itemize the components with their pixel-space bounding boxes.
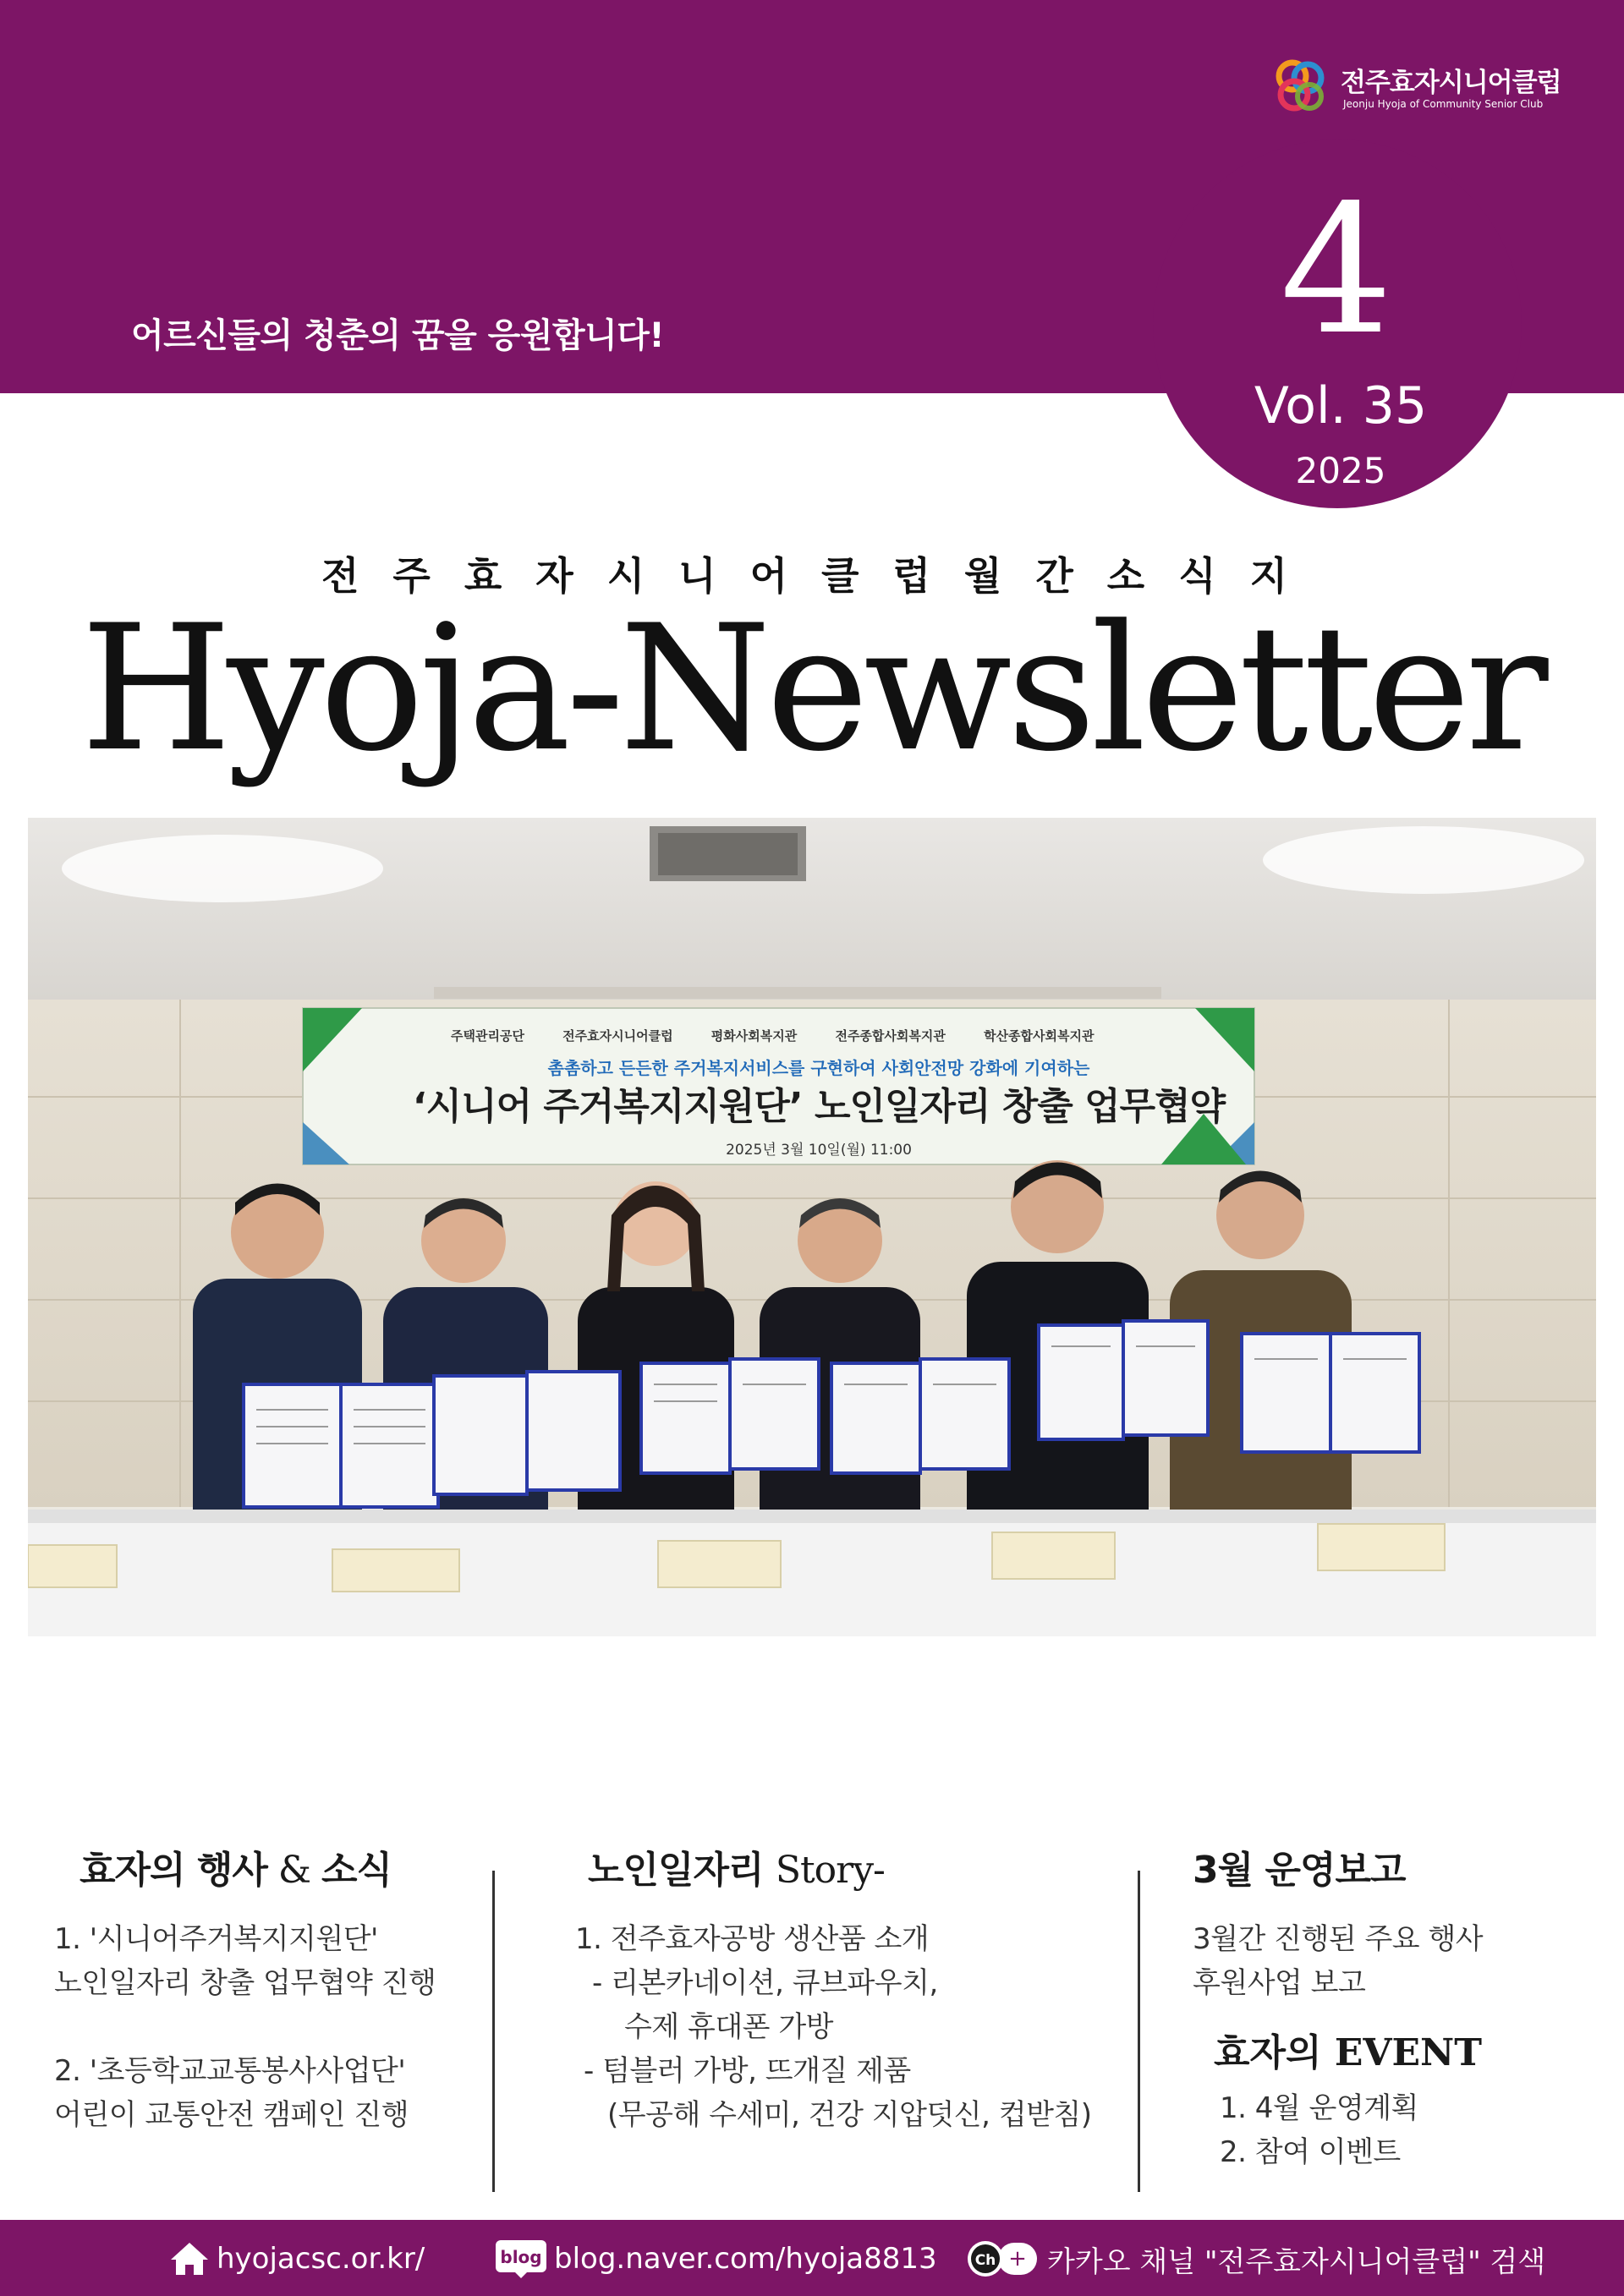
- story-line: 1. 전주효자공방 생산품 소개: [575, 1922, 930, 1956]
- event-list: [1193, 2086, 1599, 2174]
- banner-logos-text: 주택관리공단 전주효자시니어클럽 평화사회복지관 전주종합사회복지관 학산종합사회복지관: [451, 1028, 1095, 1044]
- masthead-kicker: 전주효자시니어클럽월간소식지: [321, 553, 1322, 599]
- issue-volume: Vol. 35: [1254, 376, 1428, 436]
- masthead-title: Hyoja-Newsletter: [80, 589, 1544, 790]
- kakao-badge-text: Ch: [974, 2252, 996, 2269]
- banner-subtitle: 촘촘하고 든든한 주거복지서비스를 구현하여 사회안전망 강화에 기여하는: [547, 1058, 1090, 1078]
- website-link[interactable]: [169, 2240, 425, 2277]
- issue-year: 2025: [1295, 450, 1386, 491]
- report-line: 3월간 진행된 주요 행사: [1193, 1922, 1484, 1956]
- news-column-title: 효자의 행사 & 소식: [80, 1849, 392, 1892]
- slogan: 어르신들의 청춘의 꿈을 응원합니다!: [131, 316, 665, 355]
- blog-icon: [495, 2239, 547, 2278]
- report-column-title: 3월 운영보고: [1193, 1849, 1406, 1892]
- event-item: 1. 4월 운영계획: [1220, 2091, 1418, 2125]
- news-column: [54, 1839, 494, 2137]
- news-item-2-line-2: 어린이 교통안전 캠페인 진행: [54, 2098, 409, 2132]
- column-divider: [492, 1871, 495, 2192]
- kakao-channel-icon: [966, 2239, 1040, 2278]
- news-item-1-line-1: 1. '시니어주거복지지원단': [54, 1922, 378, 1956]
- banner-date: 2025년 3월 10일(월) 11:00: [726, 1142, 912, 1159]
- story-line: - 리본카네이션, 큐브파우치,: [592, 1966, 938, 2000]
- logo-subtitle: Jeonju Hyoja of Community Senior Club: [1343, 98, 1544, 110]
- event-item: 2. 참여 이벤트: [1220, 2135, 1401, 2169]
- group-photo-illustration: [28, 818, 1596, 1636]
- kakao-text: 카카오 채널 "전주효자시니어클럽" 검색: [1047, 2244, 1546, 2279]
- news-item-1-line-2: 노인일자리 창출 업무협약 진행: [54, 1966, 436, 2000]
- kakao-channel-link[interactable]: [966, 2240, 1545, 2277]
- event-title: 효자의 EVENT: [1214, 2031, 1483, 2074]
- website-text: hyojacsc.or.kr/: [217, 2242, 425, 2276]
- blog-text: blog.naver.com/hyoja8813: [554, 2242, 937, 2276]
- column-divider: [1138, 1871, 1140, 2192]
- blog-badge-text: blog: [500, 2247, 542, 2267]
- footer: [0, 2220, 1624, 2296]
- home-icon: [169, 2241, 210, 2277]
- logo-name: 전주효자시니어클럽: [1341, 68, 1561, 98]
- report-column: [1193, 1839, 1599, 2174]
- svg-text:+: +: [1008, 2246, 1027, 2271]
- story-column-title: 노인일자리 Story-: [588, 1849, 885, 1892]
- cover-photo: [28, 818, 1596, 1636]
- club-logo: [1269, 56, 1573, 123]
- issue-number: 4: [1280, 167, 1393, 374]
- story-line: (무공해 수세미, 건강 지압덧신, 컵받침): [607, 2098, 1092, 2132]
- story-line: 수제 휴대폰 가방: [624, 2010, 834, 2044]
- story-column: [575, 1839, 1116, 2137]
- story-line: - 텀블러 가방, 뜨개질 제품: [584, 2054, 911, 2088]
- news-item-2-line-1: 2. '초등학교교통봉사사업단': [54, 2054, 406, 2088]
- club-logo-icon: [1269, 56, 1336, 123]
- blog-link[interactable]: [495, 2240, 937, 2277]
- banner-title: ‘시니어 주거복지지원단’ 노인일자리 창출 업무협약: [412, 1085, 1226, 1128]
- report-line: 후원사업 보고: [1193, 1966, 1366, 2000]
